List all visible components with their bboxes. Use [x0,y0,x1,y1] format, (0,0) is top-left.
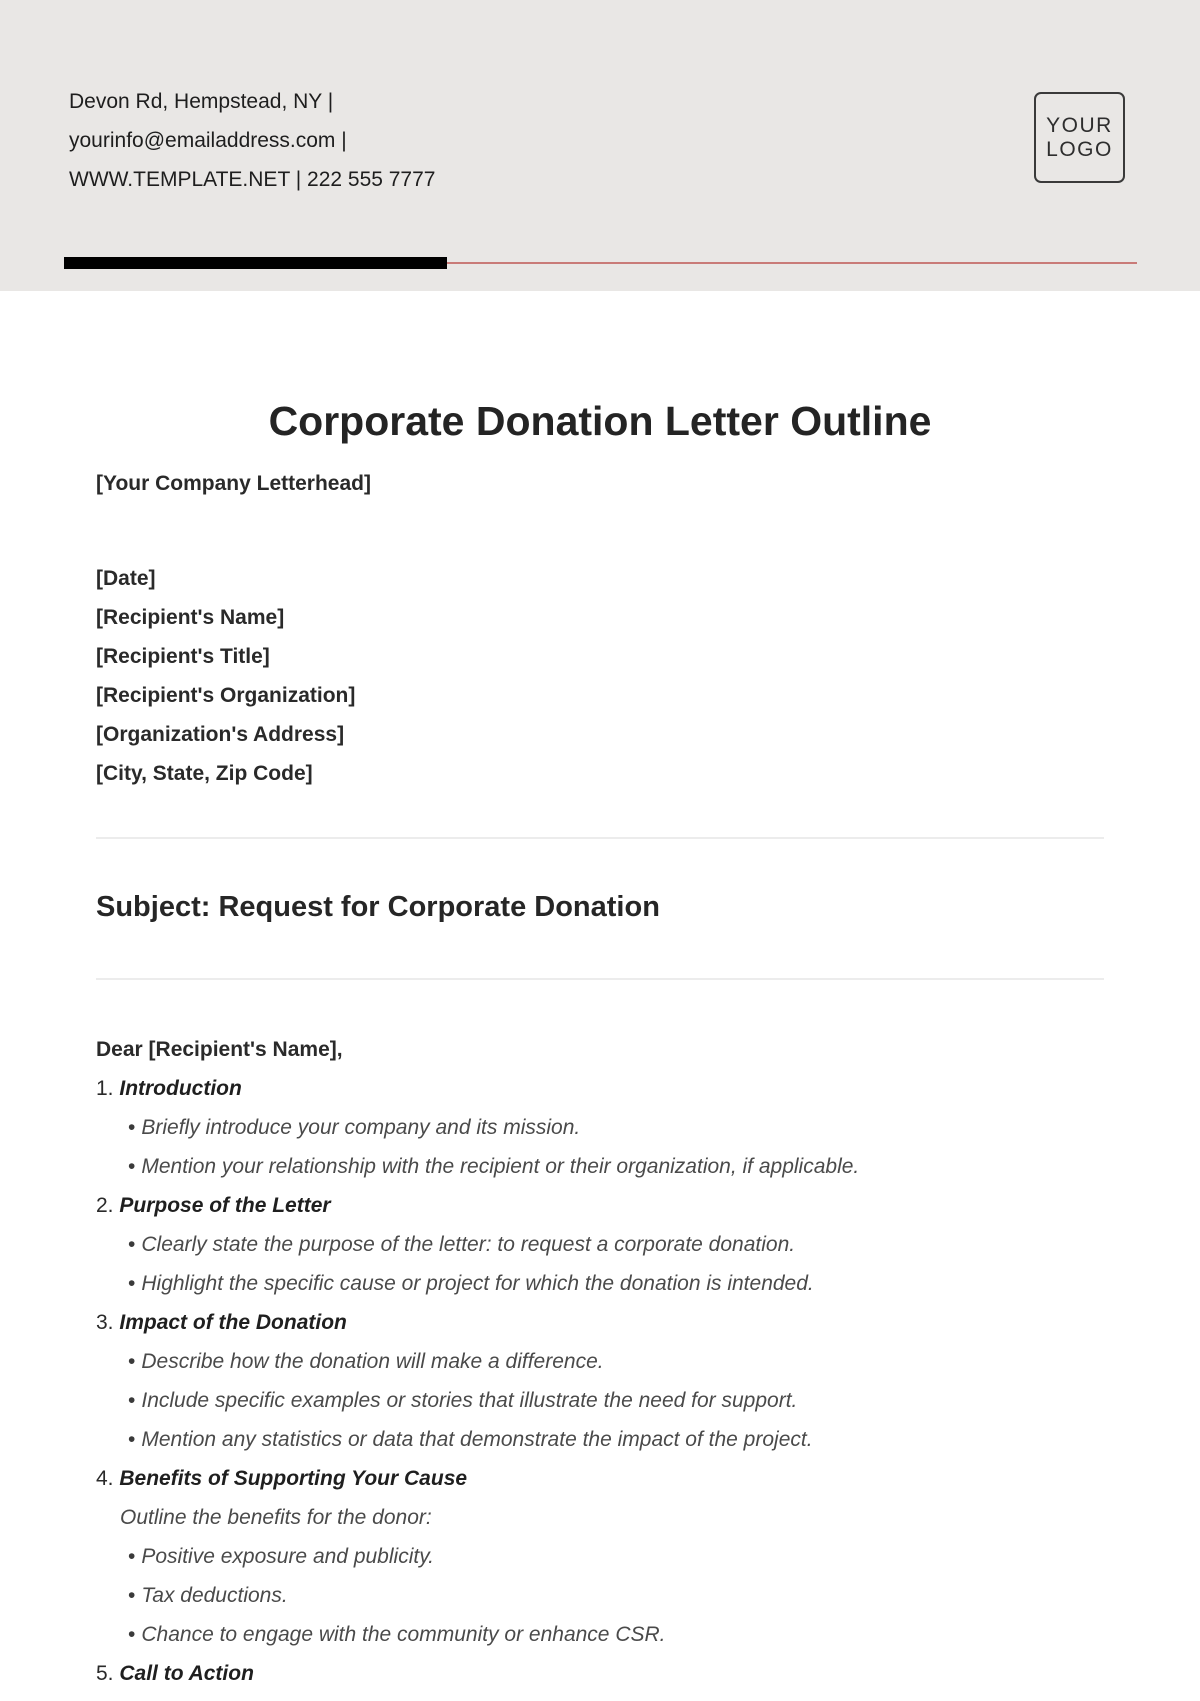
header-rule-thin [447,262,1137,264]
contact-website-phone: WWW.TEMPLATE.NET | 222 555 7777 [69,168,436,191]
section-number: 1. [96,1077,114,1100]
list-item-text: Clearly state the purpose of the letter: to request a corporate donation. [141,1233,796,1256]
section-number: 2. [96,1194,114,1217]
bullet-icon: • [128,1623,136,1646]
list-item-text: Positive exposure and publicity. [141,1545,434,1568]
contact-info [69,82,435,199]
list-item [96,1225,859,1264]
contact-email: yourinfo@emailaddress.com | [69,129,347,152]
list-item [96,1615,859,1654]
section-intro: Outline the benefits for the donor: [120,1506,432,1529]
date-placeholder: [Date] [96,567,156,590]
section-heading [96,1459,859,1498]
bullet-icon: • [128,1428,136,1451]
section-title: Introduction [119,1077,242,1100]
bullet-icon: • [128,1584,136,1607]
list-item-text: Mention your relationship with the recipient or their organization, if applicable. [141,1155,860,1178]
contact-address: Devon Rd, Hempstead, NY | [69,90,334,113]
section-number: 5. [96,1662,114,1685]
section-number: 4. [96,1467,114,1490]
bullet-icon: • [128,1545,136,1568]
list-item [96,1420,859,1459]
list-item-text: Briefly introduce your company and its mission. [141,1116,581,1139]
bullet-icon: • [128,1233,136,1256]
section-heading [96,1654,859,1693]
recipient-name-placeholder: [Recipient's Name] [96,606,285,629]
section-title: Call to Action [119,1662,254,1685]
list-item-text: Include specific examples or stories that illustrate the need for support. [141,1389,798,1412]
list-item-text: Tax deductions. [141,1584,288,1607]
bullet-icon: • [128,1272,136,1295]
list-item [96,1576,859,1615]
subject-line: Subject: Request for Corporate Donation [96,891,660,923]
outline-body [96,1030,859,1693]
list-item-text: Mention any statistics or data that demonstrate the impact of the project. [141,1428,813,1451]
list-item-text: Chance to engage with the community or enhance CSR. [141,1623,666,1646]
logo-text-line2: LOGO [1046,137,1113,161]
divider-top [96,837,1104,839]
letterhead-placeholder: [Your Company Letterhead] [96,472,371,495]
list-item [96,1342,859,1381]
bullet-icon: • [128,1116,136,1139]
list-item [96,1264,859,1303]
page-header [0,0,1200,291]
section-number: 3. [96,1311,114,1334]
address-block [96,559,355,793]
city-state-zip-placeholder: [City, State, Zip Code] [96,762,313,785]
section-title: Impact of the Donation [119,1311,347,1334]
list-item-text: Describe how the donation will make a difference. [141,1350,604,1373]
section-heading [96,1069,859,1108]
bullet-icon: • [128,1389,136,1412]
greeting: Dear [Recipient's Name], [96,1038,343,1061]
section-title: Purpose of the Letter [119,1194,331,1217]
logo-text-line1: YOUR [1046,113,1113,137]
bullet-icon: • [128,1155,136,1178]
section-title: Benefits of Supporting Your Cause [119,1467,468,1490]
recipient-title-placeholder: [Recipient's Title] [96,645,270,668]
list-item [96,1381,859,1420]
bullet-icon: • [128,1350,136,1373]
divider-bottom [96,978,1104,980]
organization-address-placeholder: [Organization's Address] [96,723,345,746]
list-item-text: Highlight the specific cause or project for which the donation is intended. [141,1272,814,1295]
logo-placeholder [1034,92,1125,183]
list-item [96,1537,859,1576]
header-rule-thick [64,257,447,269]
section-heading [96,1303,859,1342]
section-heading [96,1186,859,1225]
recipient-organization-placeholder: [Recipient's Organization] [96,684,356,707]
list-item [96,1147,859,1186]
list-item [96,1108,859,1147]
document-title: Corporate Donation Letter Outline [268,398,932,444]
